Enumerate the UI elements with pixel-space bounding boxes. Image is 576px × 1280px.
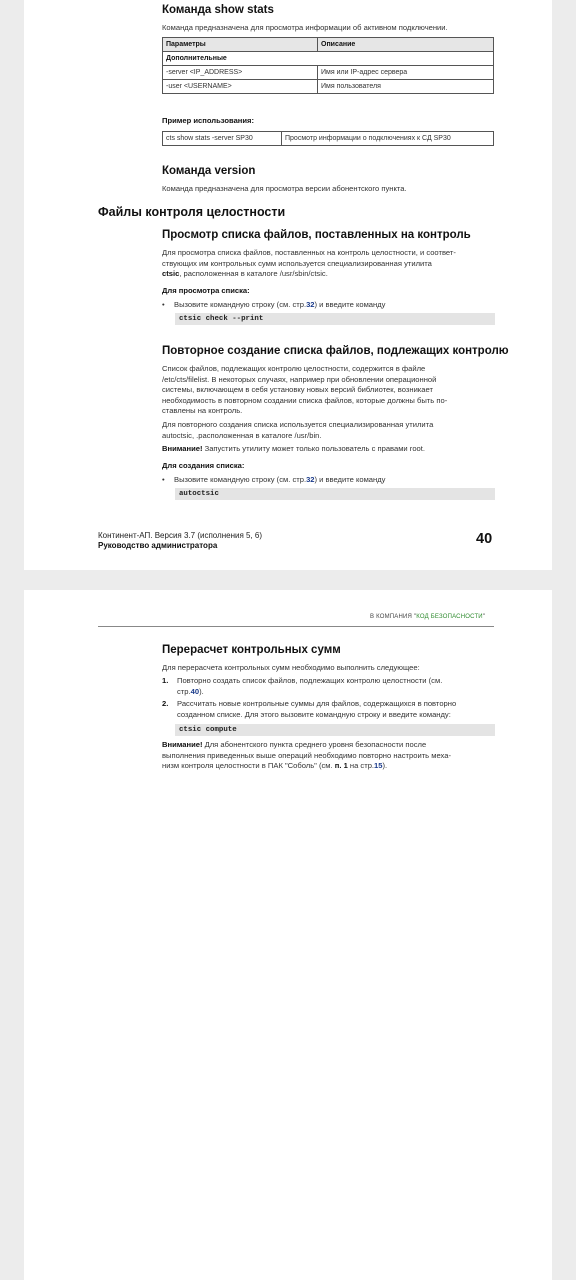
paragraph-line: autoctsic, .расположенная в каталоге /usr/bin. <box>162 430 322 440</box>
paragraph-line: Список файлов, подлежащих контролю целостности, содержится в файле <box>162 364 426 373</box>
bullet-text: ) и введите команду <box>314 300 386 309</box>
warning-text: на стр. <box>347 761 375 770</box>
recalc-steps <box>162 676 494 720</box>
example-description: Просмотр информации о подключениях к СД SP30 <box>282 132 494 146</box>
company-name: КОД БЕЗОПАСНОСТИ <box>416 614 483 620</box>
list-item <box>162 676 494 697</box>
bullet-text: ) и введите команду <box>314 475 386 484</box>
table-cell-desc: Имя пользователя <box>318 80 494 94</box>
paragraph-text: , расположенная в каталоге /usr/sbin/ctsic. <box>179 269 328 278</box>
code-autoctsic: autoctsic <box>175 488 495 500</box>
paragraph-line <box>162 761 494 772</box>
page-link[interactable]: 32 <box>306 475 315 484</box>
footer-guide: Руководство администратора <box>98 541 218 550</box>
utility-name: ctsic <box>162 269 180 278</box>
warning-text: низм контроля целостности в ПАК "Соболь" (см. <box>162 761 333 770</box>
warning-text: Для абонентского пункта среднего уровня безопасности после <box>202 740 427 749</box>
paragraph-line <box>162 740 494 751</box>
heading-view-list: Просмотр списка файлов, поставленных на контроль <box>162 229 471 241</box>
code-ctsic-check: ctsic check --print <box>175 313 495 325</box>
step-line: созданном списке. Для этого вызовите командную строку и введите команду: <box>177 709 451 719</box>
view-list-label: Для просмотра списка: <box>162 286 250 295</box>
bullet-icon: • <box>162 300 165 309</box>
step-number: 2. <box>162 699 169 708</box>
heading-recalc-checksums: Перерасчет контрольных сумм <box>162 644 341 656</box>
document-page-1 <box>24 0 552 570</box>
paragraph-line: выполнения приведенных выше операций необходимо повторно настроить меха- <box>162 750 451 760</box>
list-item <box>162 699 494 720</box>
company-prefix: В КОМПАНИЯ " <box>370 614 417 620</box>
table-group-row <box>163 52 494 66</box>
view-list-bullet <box>162 300 385 309</box>
bullet-text: Вызовите командную строку (см. стр. <box>174 475 307 484</box>
page-link[interactable]: 32 <box>306 300 315 309</box>
bullet-text: Вызовите командную строку (см. стр. <box>174 300 307 309</box>
step-text: стр. <box>177 686 191 696</box>
table-group-label: Дополнительные <box>163 52 494 66</box>
paragraph-line: Для просмотра списка файлов, поставленных на контроль целостности, и соответ- <box>162 248 456 257</box>
warning-text: Запустить утилиту может только пользователь с правами root. <box>202 444 425 453</box>
table-cell-desc: Имя или IP-адрес сервера <box>318 66 494 80</box>
heading-version: Команда version <box>162 165 256 177</box>
table-cell-param: -user <USERNAME> <box>163 80 318 94</box>
parameters-table <box>162 37 494 94</box>
footer-product: Континент-АП. Версия 3.7 (исполнения 5, 6) <box>98 531 263 540</box>
example-label: Пример использования: <box>162 116 255 125</box>
table-header-params: Параметры <box>163 38 318 52</box>
warning-text: ). <box>382 761 388 770</box>
version-description: Команда предназначена для просмотра версии абонентского пункта. <box>162 184 407 193</box>
paragraph-line: необходимость в повторном создании списка файлов, которые должны быть по- <box>162 395 448 405</box>
view-list-paragraph <box>162 248 494 280</box>
recreate-bullet <box>162 475 385 484</box>
bullet-icon: • <box>162 475 165 484</box>
warning-label: Внимание! <box>162 740 203 749</box>
page-link[interactable]: 40 <box>190 686 200 696</box>
recalc-warning <box>162 740 494 772</box>
recreate-warning <box>162 444 502 455</box>
document-page-2 <box>24 590 552 1280</box>
step-line: Рассчитать новые контрольные суммы для файлов, содержащихся в повторно <box>177 699 457 708</box>
show-stats-description: Команда предназначена для просмотра информации об активном подключении. <box>162 23 448 32</box>
company-header <box>370 614 485 620</box>
paragraph-line <box>162 269 494 280</box>
company-suffix: " <box>482 614 486 620</box>
table-row <box>163 132 494 146</box>
page-link[interactable]: 15 <box>374 761 383 770</box>
paragraph-line: Для повторного создания списка используется специализированная утилита <box>162 420 434 429</box>
step-line: Повторно создать список файлов, подлежащих контролю целостности (см. <box>177 676 443 685</box>
code-ctsic-compute: ctsic compute <box>175 724 495 736</box>
recreate-paragraph-2 <box>162 420 494 441</box>
paragraph-line: системы, включающем в себя установку новых версий библиотек, возникает <box>162 385 433 394</box>
warning-label: Внимание! <box>162 444 203 453</box>
table-header-description: Описание <box>318 38 494 52</box>
example-command: cts show stats -server SP30 <box>163 132 282 146</box>
example-table <box>162 131 494 146</box>
paragraph-line: /etc/cts/filelist. В некоторых случаях, например при обновлении операционной <box>162 374 437 384</box>
step-line <box>177 687 494 698</box>
step-number: 1. <box>162 676 169 685</box>
recalc-intro: Для перерасчета контрольных сумм необходимо выполнить следующее: <box>162 663 420 672</box>
paragraph-line: ставлены на контроль. <box>162 406 243 415</box>
table-header-row <box>163 38 494 52</box>
paragraph-line: ствующих им контрольных сумм используется специализированная утилита <box>162 258 432 268</box>
header-divider <box>98 626 494 627</box>
table-row <box>163 66 494 80</box>
recreate-paragraph-1 <box>162 364 494 417</box>
heading-recreate-list: Повторное создание списка файлов, подлежащих контролю <box>162 345 509 357</box>
table-row <box>163 80 494 94</box>
page-number: 40 <box>476 531 493 547</box>
recreate-label: Для создания списка: <box>162 461 245 470</box>
heading-show-stats: Команда show stats <box>162 4 274 16</box>
warning-ref: п. 1 <box>334 761 348 770</box>
step-text: ). <box>199 686 204 696</box>
section-title-integrity-files: Файлы контроля целостности <box>98 205 286 219</box>
table-cell-param: -server <IP_ADDRESS> <box>163 66 318 80</box>
